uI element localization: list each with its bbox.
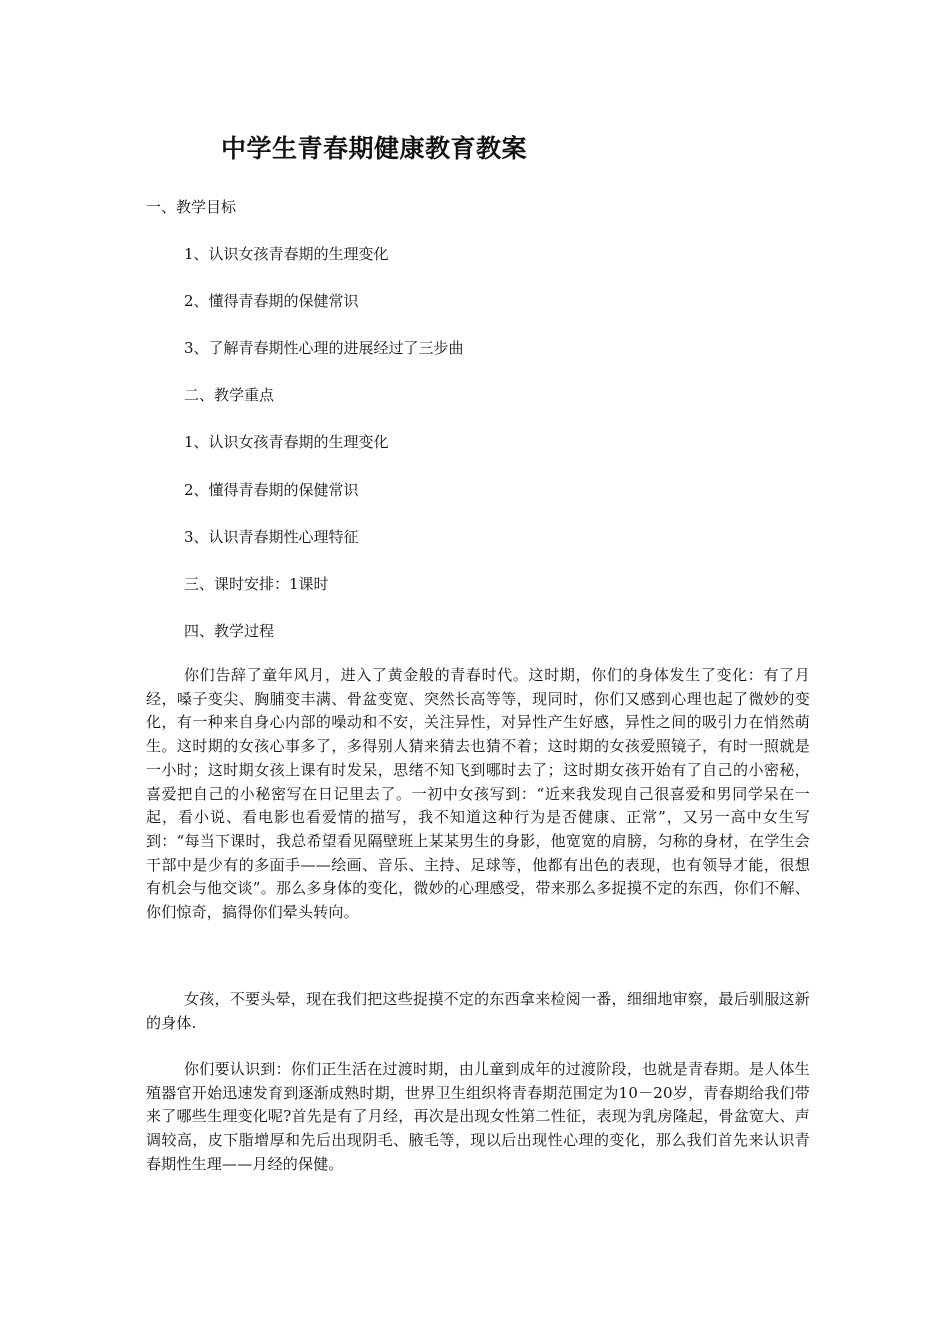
section-heading-objectives: 一、教学目标 bbox=[146, 198, 237, 216]
section-heading-schedule: 三、课时安排：1课时 bbox=[184, 575, 329, 593]
body-paragraph-1: 你们告辞了童年风月，进入了黄金般的青春时代。这时期，你们的身体发生了变化：有了月经，嗓子变尖、胸脯变丰满、骨盆变宽、突然长高等等，现同时，你们又感到心理也起了微妙的变化，有一种来自身心内部的噪动和不安，关注异性，对异性产生好感，异性之间的吸引力在悄然萌生。这时期的女孩心事多了，多得别人猜来猜去也猜不着；这时期的女孩爱照镜子，有时一照就是一小时；这时期女孩上课有时发呆，思绪不知飞到哪时去了；这时期女孩开始有了自己的小密秘，喜爱把自己的小秘密写在日记里去了。一初中女孩写到：“近来我发现自己很喜爱和男同学呆在一起，看小说、看电影也看爱情的描写，我不知道这种行为是否健康、正常”，又另一高中女生写到：“每当下课时，我总希望看见隔壁班上某某男生的身影，他宽宽的肩膀，匀称的身材，在学生会干部中是少有的多面手——绘画、音乐、主持、足球等，他都有出色的表现，也有领导才能，很想有机会与他交谈”。那么多身体的变化，微妙的心理感受，带来那么多捉摸不定的东西，你们不解、你们惊奇，搞得你们晕头转向。 bbox=[146, 666, 810, 922]
body-paragraph-3: 你们要认识到：你们正生活在过渡时期，由儿童到成年的过渡阶段，也就是青春期。是人体生殖器官开始迅速发育到逐渐成熟时期，世界卫生组织将青春期范围定为10－20岁，青春期给我们带来了哪些生理变化呢?首先是有了月经，再次是出现女性第二性征，表现为乳房隆起，骨盆宽大、声调较高，皮下脂增厚和先后出现阴毛、腋毛等，现以后出现性心理的变化，那么我们首先来认识青春期性生理——月经的保健。 bbox=[146, 1060, 810, 1173]
section-heading-process: 四、教学过程 bbox=[184, 622, 275, 640]
objective-item-1: 1、认识女孩青春期的生理变化 bbox=[184, 245, 389, 263]
objective-item-2: 2、懂得青春期的保健常识 bbox=[184, 292, 359, 310]
key-point-item-3: 3、认识青春期性心理特征 bbox=[184, 528, 359, 546]
objective-item-3: 3、了解青春期性心理的进展经过了三步曲 bbox=[184, 339, 464, 357]
key-point-item-1: 1、认识女孩青春期的生理变化 bbox=[184, 433, 389, 451]
section-heading-key-points: 二、教学重点 bbox=[184, 386, 275, 404]
body-paragraph-2: 女孩，不要头晕，现在我们把这些捉摸不定的东西拿来检阅一番，细细地审察，最后驯服这新的身体. bbox=[146, 990, 810, 1032]
document-title: 中学生青春期健康教育教案 bbox=[221, 134, 528, 163]
key-point-item-2: 2、懂得青春期的保健常识 bbox=[184, 481, 359, 499]
